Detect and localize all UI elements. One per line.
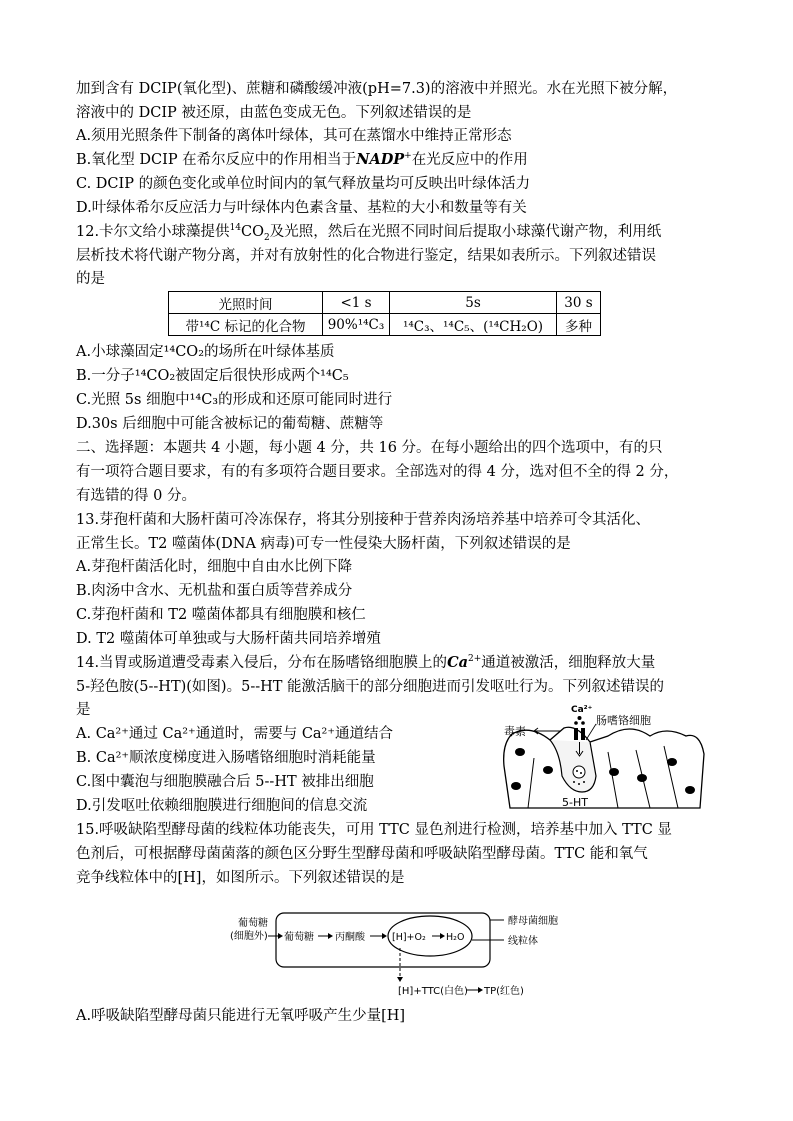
q13-stem-1: 13.芽孢杆菌和大肠杆菌可冷冻保存，将其分别接种于营养肉汤培养基中培养可令其活化、 bbox=[76, 512, 651, 528]
ttc-white-label: [H]+TTC(白色) bbox=[398, 986, 468, 997]
table-row bbox=[169, 314, 601, 336]
table-header-cell: 30 s bbox=[557, 292, 601, 314]
q12-isotope-mass: 14 bbox=[229, 223, 242, 234]
q15-stem-1: 15.呼吸缺陷型酵母菌的线粒体功能丧失，可用 TTC 显色剂进行检测，培养基中加入 TTC 显 bbox=[76, 822, 672, 838]
q12-stem-2: 层析技术将代谢产物分离，并对有放射性的化合物进行鉴定，结果如表所示。下列叙述错误 bbox=[76, 248, 656, 264]
intro-line-1: 加到含有 DCIP(氧化型)、蔗糖和磷酸缓冲液(pH=7.3)的溶液中并照光。水在光照下被分解， bbox=[76, 81, 678, 97]
table-cell: 带¹⁴C 标记的化合物 bbox=[169, 314, 323, 336]
cell-nucleus bbox=[637, 774, 647, 782]
table-cell: 多种 bbox=[557, 314, 601, 336]
q14-option-b: B. Ca²⁺顺浓度梯度进入肠嗜铬细胞时消耗能量 bbox=[76, 750, 376, 766]
mitochondria-label: 线粒体 bbox=[508, 936, 538, 947]
cell-nucleus bbox=[515, 748, 525, 756]
glucose-inside-label: 葡萄糖 bbox=[284, 932, 314, 943]
q11-option-d: D.叶绿体希尔反应活力与叶绿体内色素含量、基粒的大小和数量等有关 bbox=[76, 200, 527, 216]
table-cell: 90%¹⁴C₃ bbox=[323, 314, 390, 336]
q12-option-b: B.一分子¹⁴CO₂被固定后很快形成两个¹⁴C₅ bbox=[76, 368, 349, 384]
q12-stem-1-post: 及光照，然后在光照不同时间后提取小球藻代谢产物，利用纸 bbox=[269, 224, 662, 240]
q12-option-d: D.30s 后细胞中可能含被标记的葡萄糖、蔗糖等 bbox=[76, 416, 384, 432]
serotonin-dot bbox=[576, 770, 578, 772]
q15-stem-2: 色剂后，可根据酵母菌菌落的颜色区分野生型酵母菌和呼吸缺陷型酵母菌。TTC 能和氧气 bbox=[76, 846, 648, 862]
yeast-cell-label: 酵母菌细胞 bbox=[508, 916, 558, 927]
water-label: H₂O bbox=[446, 932, 465, 943]
q11-option-a: A.须用光照条件下制备的离体叶绿体，其可在蒸馏水中维持正常形态 bbox=[76, 128, 512, 144]
glycolysis-arrowhead bbox=[328, 933, 333, 939]
ttc-dashed-arrowhead bbox=[397, 977, 403, 982]
table-cell: ¹⁴C₃、¹⁴C₅、(¹⁴CH₂O) bbox=[390, 314, 557, 336]
q15-stem-3: 竞争线粒体中的[H]，如图所示。下列叙述错误的是 bbox=[76, 870, 405, 886]
nadp-charge: + bbox=[404, 151, 412, 162]
pyruvate-label: 丙酮酸 bbox=[335, 932, 365, 943]
toxin-label: 毒素 bbox=[504, 725, 526, 738]
table-row bbox=[169, 292, 601, 314]
q12-stem-1-pre: 12.卡尔文给小球藻提供 bbox=[76, 224, 230, 240]
ca-ion bbox=[578, 716, 582, 720]
cell-nucleus bbox=[685, 786, 695, 794]
q12-results-table bbox=[168, 291, 601, 336]
serotonin-label: 5-HT bbox=[562, 796, 588, 809]
section2-line-2: 有一项符合题目要求，有的有多项符合题目要求。全部选对的得 4 分，选对但不全的得 2 分， bbox=[76, 464, 679, 480]
transport-arrowhead bbox=[278, 933, 283, 939]
cell-nucleus bbox=[543, 766, 553, 774]
serotonin-dot bbox=[583, 781, 585, 783]
q11-option-b bbox=[76, 150, 528, 170]
table-header-cell: 5s bbox=[390, 292, 557, 314]
pyruvate-arrowhead bbox=[382, 933, 387, 939]
q12-option-c: C.光照 5s 细胞中¹⁴C₃的形成和还原可能同时进行 bbox=[76, 392, 393, 408]
q11-option-b-pre: B.氧化型 DCIP 在希尔反应中的作用相当于 bbox=[76, 152, 357, 168]
vesicle bbox=[573, 766, 585, 778]
glucose-outside-label: 葡萄糖 bbox=[238, 918, 268, 929]
intro-line-2: 溶液中的 DCIP 被还原，由蓝色变成无色。下列叙述错误的是 bbox=[76, 105, 472, 121]
cell-label-pointer bbox=[586, 724, 596, 740]
serotonin-dot bbox=[573, 781, 575, 783]
q11-option-b-post: 在光反应中的作用 bbox=[411, 152, 528, 168]
cell-nucleus bbox=[511, 782, 521, 790]
yeast-respiration-diagram bbox=[220, 908, 600, 1000]
q14-stem-2: 5-羟色胺(5--HT)(如图)。5--HT 能激活脑干的部分细胞进而引发呕吐行为。下列叙述错误的 bbox=[76, 679, 665, 695]
reduction-arrowhead bbox=[440, 933, 445, 939]
q12-co-sub: 2 bbox=[264, 232, 270, 243]
q13-option-c: C.芽孢杆菌和 T2 噬菌体都具有细胞膜和核仁 bbox=[76, 607, 366, 623]
ttc-reaction-arrowhead bbox=[478, 987, 483, 993]
tp-red-label: TP(红色) bbox=[484, 986, 524, 997]
cell-nucleus bbox=[667, 758, 677, 766]
q12-stem-3: 的是 bbox=[76, 271, 105, 287]
serotonin-dot bbox=[578, 783, 580, 785]
q14-option-d: D.引发呕吐依赖细胞膜进行细胞间的信息交流 bbox=[76, 798, 368, 814]
table-header-cell: 光照时间 bbox=[169, 292, 323, 314]
q14-stem-1 bbox=[76, 653, 655, 673]
q15-option-a: A.呼吸缺陷型酵母菌只能进行无氧呼吸产生少量[H] bbox=[76, 1008, 406, 1024]
q14-stem-3: 是 bbox=[76, 702, 91, 718]
serotonin-dot bbox=[580, 772, 582, 774]
glucose-outside-note: (细胞外) bbox=[230, 931, 268, 942]
section2-line-3: 有选错的得 0 分。 bbox=[76, 488, 196, 504]
cell-nucleus bbox=[609, 768, 619, 776]
q13-stem-2: 正常生长。T2 噬菌体(DNA 病毒)可专一性侵染大肠杆菌，下列叙述错误的是 bbox=[76, 536, 571, 552]
q14-ca-charge: 2+ bbox=[468, 654, 482, 665]
nadp-term: NADP bbox=[356, 151, 405, 168]
epithelium-outline bbox=[504, 727, 704, 808]
q12-co: CO bbox=[241, 224, 264, 240]
ca-ion bbox=[574, 721, 578, 725]
q14-stem-1-pre: 14.当胃或肠道遭受毒素入侵后，分布在肠嗜铬细胞膜上的 bbox=[76, 655, 448, 671]
q11-option-c: C. DCIP 的颜色变化或单位时间内的氧气释放量均可反映出叶绿体活力 bbox=[76, 176, 531, 192]
channel-left-wall bbox=[574, 728, 578, 740]
section2-line-1: 二、选择题：本题共 4 小题，每小题 4 分，共 16 分。在每小题给出的四个选项中，有的只 bbox=[76, 440, 663, 456]
q14-option-a: A. Ca²⁺通过 Ca²⁺通道时，需要与 Ca²⁺通道结合 bbox=[76, 726, 394, 742]
q14-option-c: C.图中囊泡与细胞膜融合后 5--HT 被排出细胞 bbox=[76, 774, 374, 790]
q13-option-d: D. T2 噬菌体可单独或与大肠杆菌共同培养增殖 bbox=[76, 631, 381, 647]
q14-stem-1-post: 通道被激活，细胞释放大量 bbox=[481, 655, 656, 671]
q13-option-b: B.肉汤中含水、无机盐和蛋白质等营养成分 bbox=[76, 583, 353, 599]
h-o2-label: [H]+O₂ bbox=[392, 932, 426, 943]
ca-ion bbox=[581, 721, 585, 725]
q13-option-a: A.芽孢杆菌活化时，细胞中自由水比例下降 bbox=[76, 559, 353, 575]
ca-label: Ca²⁺ bbox=[571, 705, 593, 715]
q12-option-a: A.小球藻固定¹⁴CO₂的场所在叶绿体基质 bbox=[76, 344, 335, 360]
enterochromaffin-cell-label: 肠嗜铬细胞 bbox=[596, 714, 651, 727]
enterochromaffin-cell-diagram bbox=[490, 696, 710, 816]
table-header-cell: <1 s bbox=[323, 292, 390, 314]
q12-stem-1 bbox=[76, 222, 661, 242]
channel-right-wall bbox=[581, 728, 585, 740]
q14-ca: Ca bbox=[447, 654, 468, 671]
